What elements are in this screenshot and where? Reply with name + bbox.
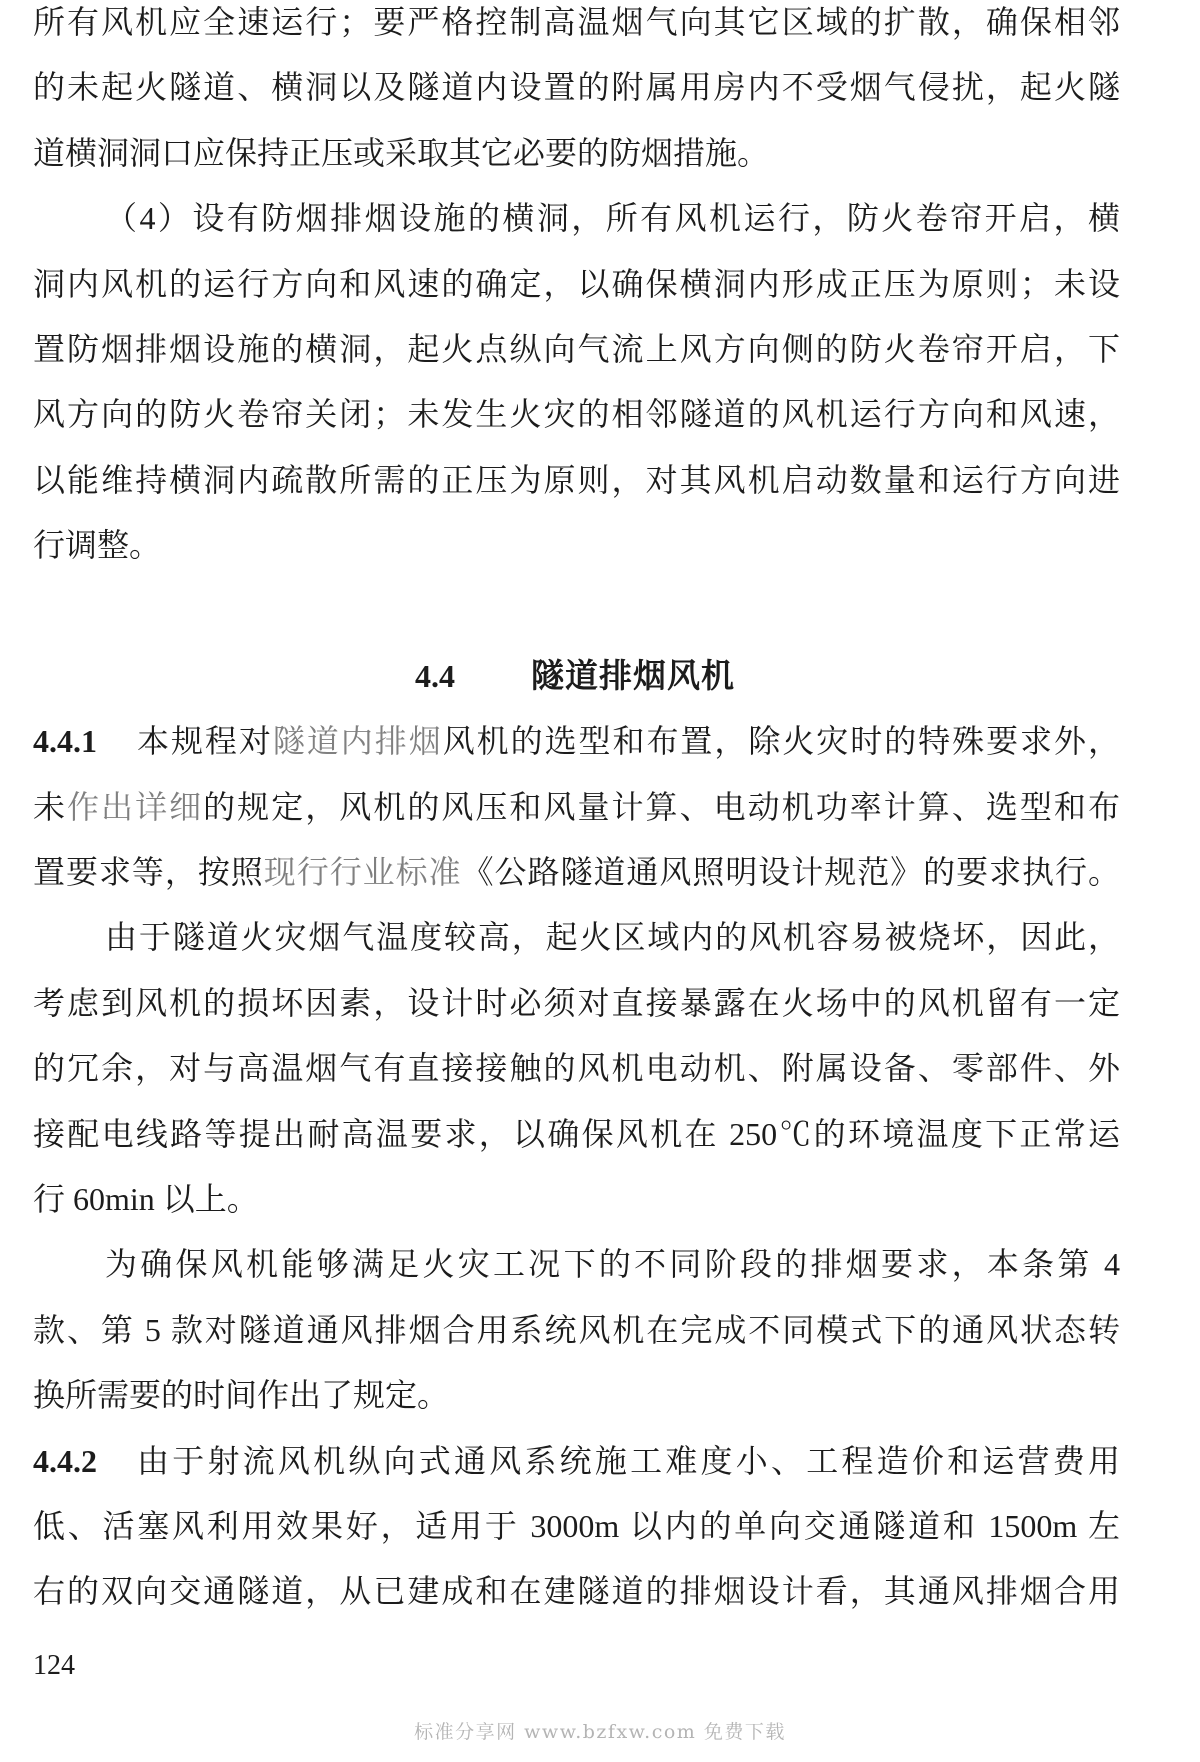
text-line: 行 60min 以上。 xyxy=(33,1181,259,1218)
paragraph-continued xyxy=(33,0,1120,196)
section-heading xyxy=(33,654,1120,719)
clause-number: 4.4.1 xyxy=(33,723,97,760)
clause-paragraph xyxy=(33,719,1120,915)
blank-line xyxy=(33,589,1120,654)
text-line xyxy=(33,1439,1120,1504)
section-title: 隧道排烟风机 xyxy=(531,655,735,695)
text-line: 风方向的防火卷帘关闭；未发生火灾的相邻隧道的风机运行方向和风速， xyxy=(33,396,1120,433)
text-line: 由于隧道火灾烟气温度较高，起火区域内的风机容易被烧坏，因此， xyxy=(105,919,1120,956)
text-segment: 《公路隧道通风照明设计规范》的要求执行。 xyxy=(461,854,1120,891)
clause-4-4-1 xyxy=(33,719,1120,1438)
text-line: 右的双向交通隧道，从已建成和在建隧道的排烟设计看，其通风排烟合用 xyxy=(33,1573,1120,1610)
muted-text-segment: 作出详细 xyxy=(67,788,204,825)
text-line: 款、第 5 款对隧道通风排烟合用系统风机在完成不同模式下的通风状态转 xyxy=(33,1311,1120,1348)
clause-text: 由于射流风机纵向式通风系统施工难度小、工程造价和运营费用 xyxy=(137,1442,1120,1479)
text-line: 行调整。 xyxy=(33,527,162,564)
muted-text-segment: 现行行业标准 xyxy=(263,854,462,891)
clause-paragraph xyxy=(33,915,1120,1242)
clause-number: 4.4.2 xyxy=(33,1442,97,1479)
text-line: 的未起火隧道、横洞以及隧道内设置的附属用房内不受烟气侵扰，起火隧 xyxy=(33,69,1120,106)
text-line: 的冗余，对与高温烟气有直接接触的风机电动机、附属设备、零部件、外 xyxy=(33,1050,1120,1087)
text-line: 低、活塞风利用效果好，适用于 3000m 以内的单向交通隧道和 1500m 左 xyxy=(33,1507,1120,1544)
text-segment: 风机的选型和布置，除火灾时的特殊要求外， xyxy=(442,723,1120,760)
text-line: （4）设有防烟排烟设施的横洞，所有风机运行，防火卷帘开启，横 xyxy=(105,200,1120,237)
text-segment: 的规定，风机的风压和风量计算、电动机功率计算、选型和布 xyxy=(203,788,1120,825)
text-line xyxy=(33,850,1120,915)
text-line: 道横洞洞口应保持正压或采取其它必要的防烟措施。 xyxy=(33,134,770,171)
page-body xyxy=(33,0,1120,1635)
text-line: 换所需要的时间作出了规定。 xyxy=(33,1377,450,1414)
text-segment: 置要求等，按照 xyxy=(33,854,264,891)
muted-text-segment: 隧道内排烟 xyxy=(272,723,443,760)
text-line: 接配电线路等提出耐高温要求，以确保风机在 250℃的环境温度下正常运 xyxy=(33,1115,1120,1152)
clause-text xyxy=(137,719,1120,784)
text-line: 为确保风机能够满足火灾工况下的不同阶段的排烟要求，本条第 4 xyxy=(105,1246,1120,1283)
clause-paragraph xyxy=(33,1242,1120,1438)
text-line: 以能维持横洞内疏散所需的正压为原则，对其风机启动数量和运行方向进 xyxy=(33,461,1120,498)
text-line xyxy=(33,785,1120,850)
section-number: 4.4 xyxy=(415,657,455,694)
paragraph-item-4 xyxy=(33,196,1120,588)
text-line: 洞内风机的运行方向和风速的确定，以确保横洞内形成正压为原则；未设 xyxy=(33,265,1120,302)
text-line: 考虑到风机的损坏因素，设计时必须对直接暴露在火场中的风机留有一定 xyxy=(33,984,1120,1021)
text-segment: 未 xyxy=(33,788,68,825)
clause-4-4-2 xyxy=(33,1439,1120,1635)
text-line: 所有风机应全速运行；要严格控制高温烟气向其它区域的扩散，确保相邻 xyxy=(33,4,1120,40)
text-line: 置防烟排烟设施的横洞，起火点纵向气流上风方向侧的防火卷帘开启，下 xyxy=(33,330,1120,367)
clause-paragraph xyxy=(33,1439,1120,1635)
watermark: 标准分享网 www.bzfxw.com 免费下载 xyxy=(414,1721,786,1743)
text-line xyxy=(33,719,1120,784)
page-number: 124 xyxy=(33,1650,75,1681)
text-segment: 本规程对 xyxy=(137,723,273,760)
